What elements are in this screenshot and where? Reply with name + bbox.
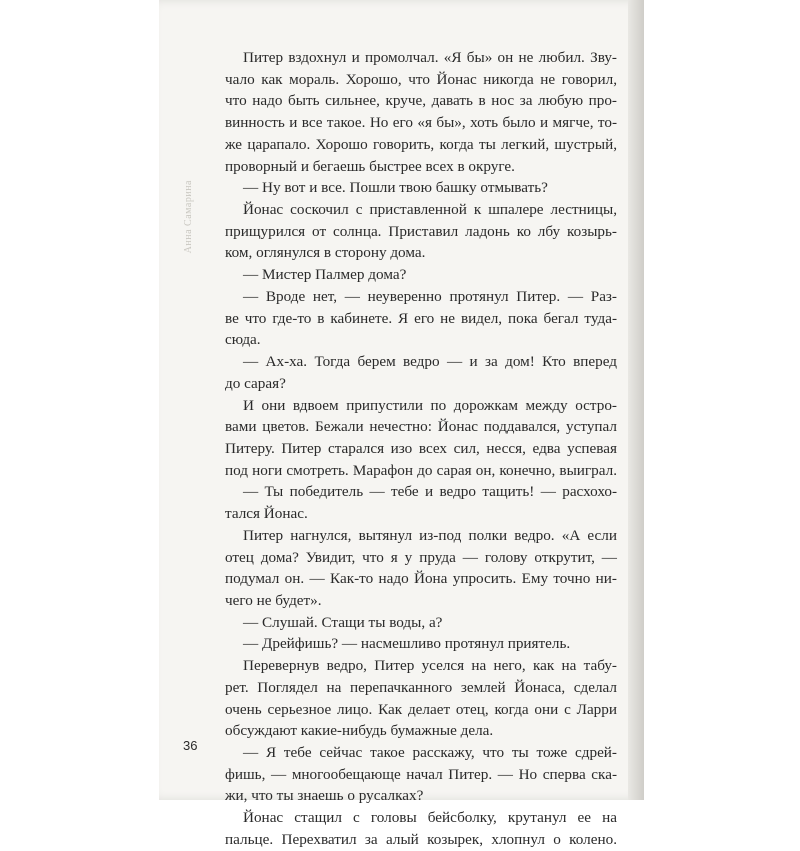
- running-title: Анна Самарина: [183, 180, 194, 254]
- page-number: 36: [183, 738, 198, 753]
- text-line: пальце. Перехватил за алый козырек, хлопнул о колено.: [225, 830, 617, 848]
- text-line: тался Йонас.: [225, 505, 308, 523]
- text-line: под ноги смотреть. Марафон до сарая он, конечно, выиграл.: [225, 461, 617, 479]
- text-line: обсуждают какие-нибудь бумажные дела.: [225, 722, 494, 740]
- text-line: же царапало. Хорошо говорить, когда ты легкий, шустрый,: [225, 135, 617, 153]
- text-line: рет. Поглядел на перепачканного землей Йонаса, сделал: [225, 678, 617, 696]
- text-line: Перевернув ведро, Питер уселся на него, как на табу-: [243, 657, 617, 675]
- page-text: [225, 47, 617, 851]
- text-line: — Ах-ха. Тогда берем ведро — и за дом! Кто вперед: [243, 353, 617, 371]
- text-line: чего не будет».: [225, 591, 322, 609]
- text-line: Йонас стащил с головы бейсболку, крутанул ее на: [243, 809, 617, 827]
- text-line: Питер вздохнул и промолчал. «Я бы» он не любил. Зву-: [243, 49, 617, 66]
- text-line: фишь, — многообещающе начал Питер. — Но сперва ска-: [225, 765, 617, 783]
- text-line: Питеру. Питер старался изо всех сил, несся, едва успевая: [225, 439, 617, 457]
- text-line: винность и все такое. Но его «я бы», хоть было и мягче, то-: [225, 114, 617, 132]
- text-line: — Дрейфишь? — насмешливо протянул приятель.: [243, 635, 571, 653]
- text-line: проворный и бегаешь быстрее всех в округе.: [225, 157, 515, 175]
- text-line: чало как мораль. Хорошо, что Йонас никогда не говорил,: [225, 70, 617, 88]
- text-line: очень серьезное лицо. Как делает отец, когда они с Ларри: [225, 700, 617, 718]
- text-line: — Вроде нет, — неуверенно протянул Питер. — Раз-: [243, 287, 617, 305]
- text-line: подумал он. — Как-то надо Йона упросить. Ему точно ни-: [225, 570, 617, 588]
- text-line: — Слушай. Стащи ты воды, а?: [243, 613, 443, 631]
- text-line: ве что где-то в кабинете. Я его не видел, пока бегал туда-: [225, 309, 617, 327]
- text-line: что надо быть сильнее, круче, давать в нос за любую про-: [225, 92, 617, 110]
- page-edge-shadow: [628, 0, 644, 800]
- text-line: Йонас соскочил с приставленной к шпалере лестницы,: [243, 201, 617, 219]
- text-line: — Мистер Палмер дома?: [243, 266, 407, 284]
- text-line: вами цветов. Бежали нечестно: Йонас поддавался, уступал: [225, 418, 617, 436]
- text-line: ком, оглянулся в сторону дома.: [225, 244, 426, 262]
- text-line: — Ну вот и все. Пошли твою башку отмывать?: [243, 179, 548, 197]
- text-line: Питер нагнулся, вытянул из-под полки ведро. «А если: [243, 526, 617, 544]
- text-line: до сарая?: [225, 374, 286, 392]
- text-line: — Ты победитель — тебе и ведро тащить! — расхохо-: [243, 483, 617, 501]
- text-line: жи, что ты знаешь о русалках?: [225, 787, 424, 805]
- text-line: сюда.: [225, 331, 261, 349]
- text-line: прищурился от солнца. Приставил ладонь ко лбу козырь-: [225, 222, 617, 240]
- text-line: отец дома? Увидит, что я у пруда — голову открутит, —: [225, 548, 617, 566]
- text-line: И они вдвоем припустили по дорожкам между остро-: [243, 396, 617, 414]
- text-line: — Я тебе сейчас такое расскажу, что ты тоже сдрей-: [243, 744, 617, 761]
